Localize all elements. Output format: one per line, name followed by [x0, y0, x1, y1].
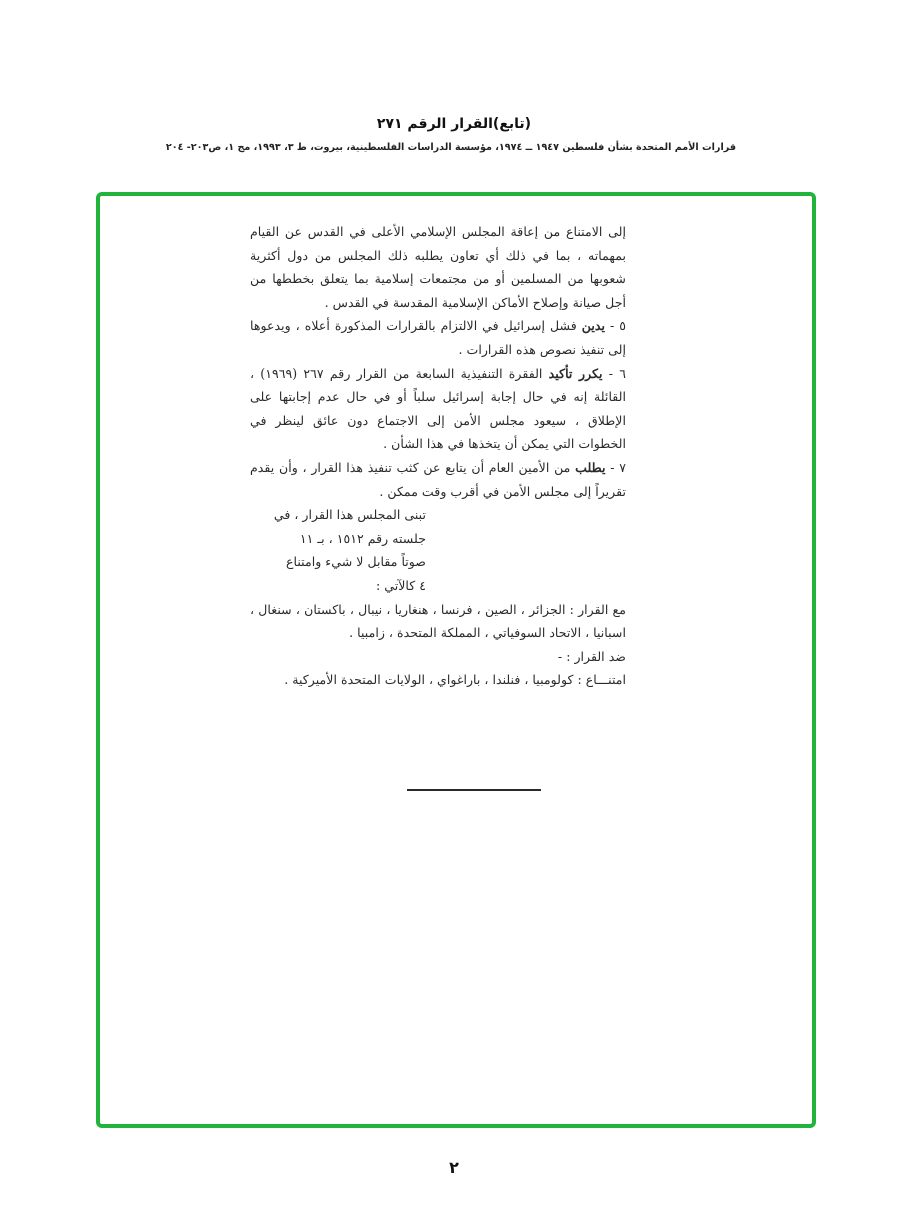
adoption-line-3: صوتاً مقابل لا شيء وامتناع — [286, 554, 426, 570]
votes-in-favor — [250, 598, 626, 645]
paragraph-5-number: ٥ - — [609, 318, 626, 334]
votes-against — [250, 645, 626, 669]
paragraph-7-number: ٧ - — [610, 459, 626, 475]
document-title: (تابع)القرار الرقم ٢٧١ — [376, 116, 532, 132]
adoption-line-1: تبنى المجلس هذا القرار ، في — [273, 507, 426, 523]
votes-against-label: ضد القرار : — [566, 648, 626, 664]
paragraph-6 — [250, 362, 626, 456]
adoption-line-2: جلسته رقم ١٥١٢ ، بـ ١١ — [299, 530, 426, 546]
paragraph-7-keyword: يطلب — [575, 459, 606, 475]
source-citation: قرارات الأمم المتحدة بشأن فلسطين ١٩٤٧ ــ ١٩٧٤، مؤسسة الدراسات الفلسطينية، بيروت، ط ٣، ١٩٩٣، مج ١، ص٢٠٣- ٢٠٤ — [165, 142, 736, 153]
page-number: ٢ — [449, 1158, 459, 1177]
scanned-resolution-text — [250, 220, 626, 692]
votes-abstain-list: كولومبيا ، فنلندا ، باراغواي ، الولايات المتحدة الأميركية . — [284, 672, 574, 688]
adoption-line-4: ٤ كالآتي : — [375, 577, 426, 593]
paragraph-5-keyword: يدين — [581, 318, 605, 334]
votes-abstain — [250, 668, 626, 692]
paragraph-6-text: الفقرة التنفيذية السابعة من القرار رقم ٢٦٧ (١٩٦٩) ، القائلة إنه في حال إجابة إسرائيل سلباً أو في حال عدم إجابتها على الإطلاق ، سيعود مجلس الأمن إلى الاجتماع دون عائق لينظر في الخطوات التي يمكن أن يتخذها في هذا الشأن . — [250, 365, 626, 452]
paragraph-6-keyword: يكرر تأكيد — [548, 365, 603, 381]
closing-rule — [407, 789, 541, 791]
paragraph-7 — [250, 456, 626, 503]
paragraph-7-text: من الأمين العام أن يتابع عن كثب تنفيذ هذا القرار ، وأن يقدم تقريراً إلى مجلس الأمن في أقرب وقت ممكن . — [250, 459, 626, 499]
votes-abstain-label: امتنـــاع : — [577, 672, 626, 688]
paragraph-6-number: ٦ - — [608, 365, 626, 381]
paragraph-5 — [250, 314, 626, 361]
adoption-statement — [256, 503, 426, 597]
paragraph-continuation: إلى الامتناع من إعاقة المجلس الإسلامي الأعلى في القدس عن القيام بمهماته ، بما في ذلك أي تعاون يطلبه ذلك المجلس من دول أكثرية شعوبها من المسلمين أو من مجتمعات إسلامية بما يتعلق بخططها من أجل صيانة وإصلاح الأماكن الإسلامية المقدسة في القدس . — [250, 224, 626, 310]
votes-against-list: - — [557, 648, 563, 664]
votes-in-favor-list: الجزائر ، الصين ، فرنسا ، هنغاريا ، نيبال ، باكستان ، سنغال ، اسبانيا ، الاتحاد السوفياتي ، المملكة المتحدة ، زامبيا . — [250, 601, 626, 641]
votes-in-favor-label: مع القرار : — [569, 601, 626, 617]
paragraph-5-text: فشل إسرائيل في الالتزام بالقرارات المذكورة أعلاه ، ويدعوها إلى تنفيذ نصوص هذه القرارات . — [250, 318, 626, 357]
